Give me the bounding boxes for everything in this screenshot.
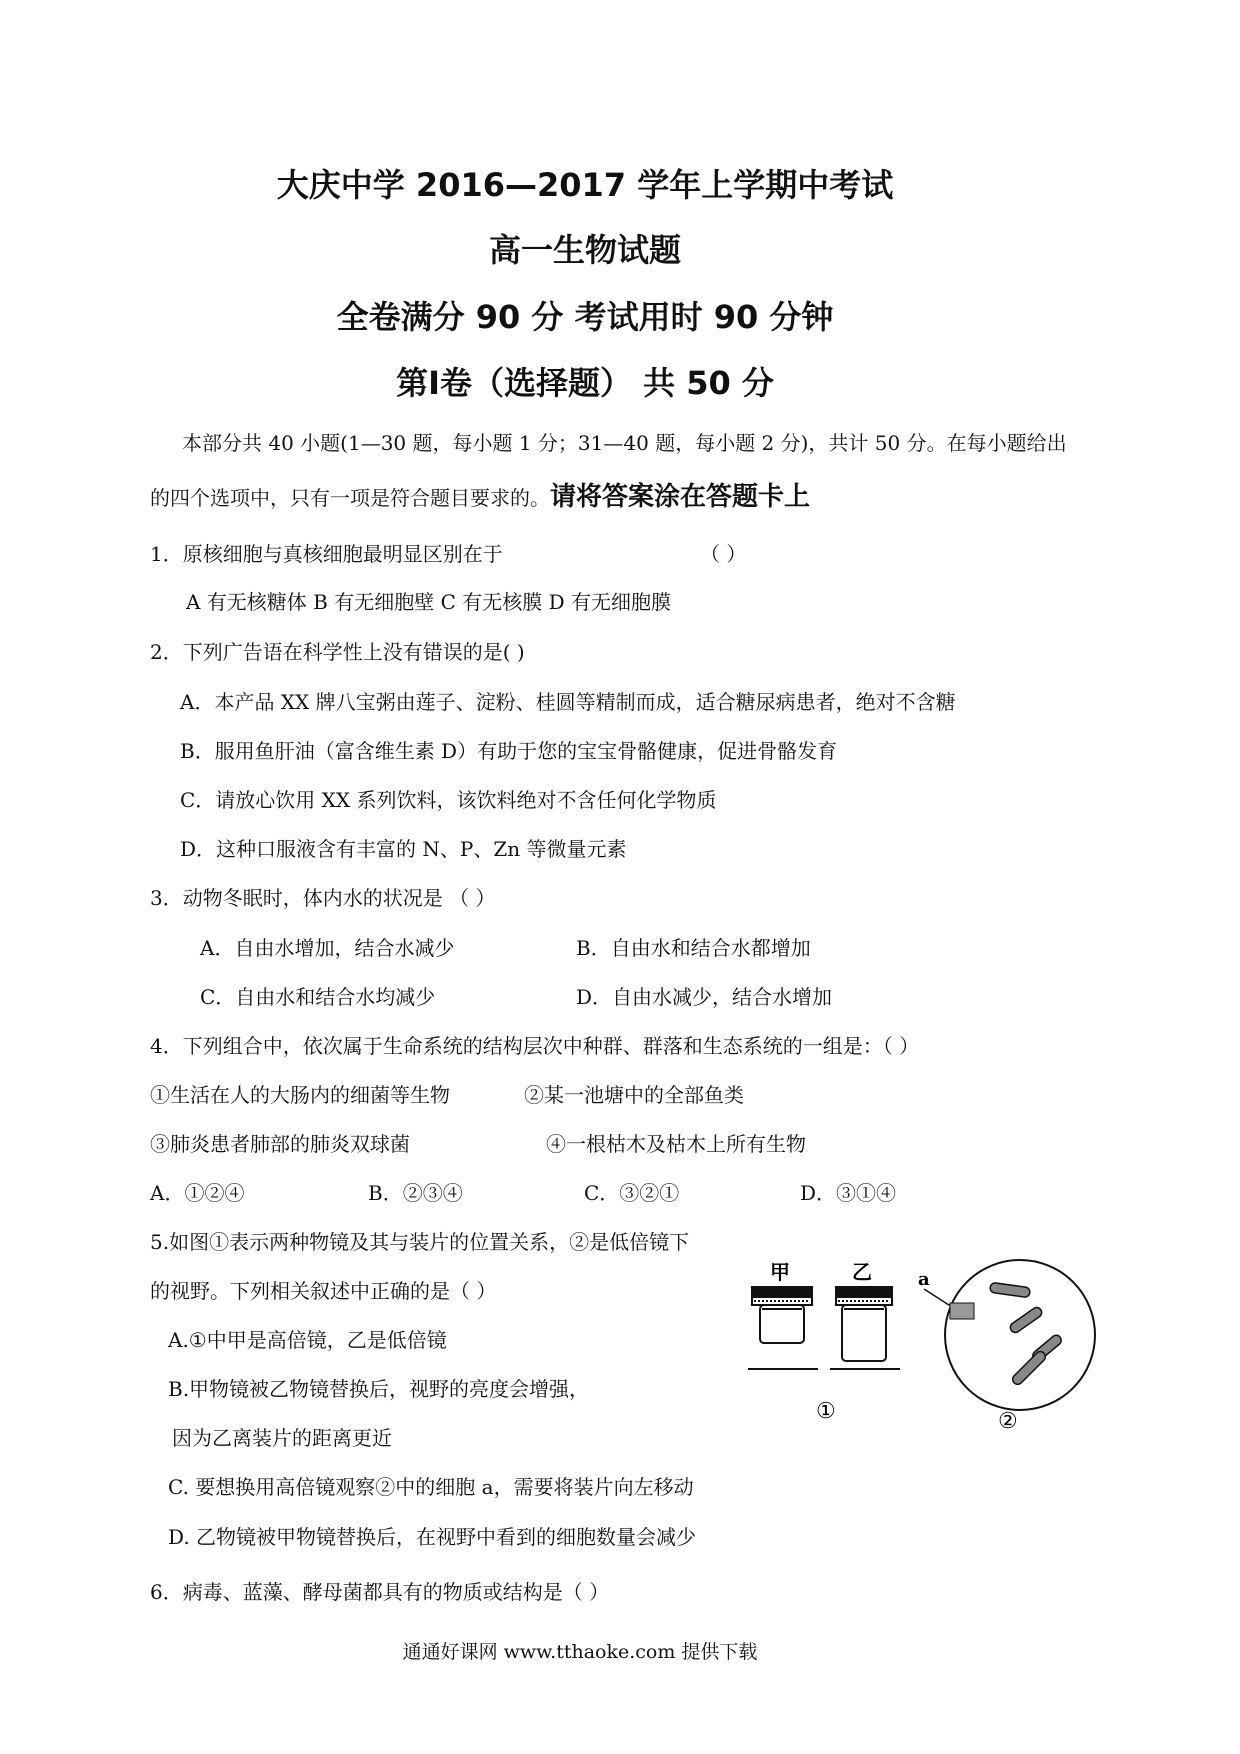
q3-stem: 3．动物冬眠时，体内水的状况是 （ ） xyxy=(150,886,496,910)
q5-microscope-figure xyxy=(740,1255,1100,1435)
figure-label-a: a xyxy=(918,1269,930,1290)
q6-stem: 6．病毒、蓝藻、酵母菌都具有的物质或结构是（ ） xyxy=(150,1580,610,1604)
objective-yi-icon xyxy=(836,1287,892,1361)
q5-option-b-line-1: B.甲物镜被乙物镜替换后，视野的亮度会增强， xyxy=(168,1377,590,1401)
q3-option-a: A．自由水增加，结合水减少 xyxy=(200,936,455,960)
instructions-line-2 xyxy=(150,476,810,513)
q5-option-c: C. 要想换用高倍镜观察②中的细胞 a，需要将装片向左移动 xyxy=(168,1475,694,1499)
q5-stem-line-1: 5.如图①表示两种物镜及其与装片的位置关系，②是低倍镜下 xyxy=(150,1230,690,1254)
section-title: 第Ⅰ卷（选择题） 共 50 分 xyxy=(396,364,774,402)
footer-source: 通通好课网 www.tthaoke.com 提供下载 xyxy=(402,1641,758,1663)
q1-paren: （ ） xyxy=(700,542,747,566)
q3-option-c: C．自由水和结合水均减少 xyxy=(200,985,436,1009)
q4-option-c: C．③②① xyxy=(584,1181,680,1205)
cell-a-icon xyxy=(924,1289,974,1319)
instructions-text: 的四个选项中，只有一项是符合题目要求的。 xyxy=(150,486,550,510)
figure-label-yi: 乙 xyxy=(852,1260,872,1284)
figure-caption-2: ② xyxy=(998,1409,1018,1434)
q2-option-c: C．请放心饮用 XX 系列饮料，该饮料绝对不含任何化学物质 xyxy=(180,788,717,812)
school-title: 大庆中学 2016—2017 学年上学期中考试 xyxy=(276,166,894,204)
field-of-view xyxy=(945,1260,1095,1410)
figure-label-jia: 甲 xyxy=(770,1260,790,1284)
q4-option-d: D．③①④ xyxy=(800,1181,897,1205)
instructions-emphasis: 请将答案涂在答题卡上 xyxy=(550,482,811,512)
bacteria-chains-icon xyxy=(989,1282,1063,1386)
q4-option-b: B．②③④ xyxy=(368,1181,463,1205)
q4-option-a: A．①②④ xyxy=(150,1181,245,1205)
q4-item-1: ①生活在人的大肠内的细菌等生物 xyxy=(150,1083,450,1107)
q2-stem: 2．下列广告语在科学性上没有错误的是( ) xyxy=(150,640,525,664)
q3-option-b: B．自由水和结合水都增加 xyxy=(576,936,811,960)
q5-option-a: A.①中甲是高倍镜，乙是低倍镜 xyxy=(168,1328,447,1352)
instructions-line-1: 本部分共 40 小题(1—30 题，每小题 1 分；31—40 题，每小题 2 分)，共计 50 分。在每小题给出 xyxy=(182,431,1067,455)
q5-option-b-line-2: 因为乙离装片的距离更近 xyxy=(172,1426,392,1450)
q5-stem-line-2: 的视野。下列相关叙述中正确的是（ ） xyxy=(150,1279,497,1303)
q3-option-d: D．自由水减少，结合水增加 xyxy=(576,985,833,1009)
q5-option-d: D. 乙物镜被甲物镜替换后，在视野中看到的细胞数量会减少 xyxy=(168,1525,697,1549)
figure-caption-1: ① xyxy=(816,1399,836,1424)
q2-option-d: D．这种口服液含有丰富的 N、P、Zn 等微量元素 xyxy=(180,837,627,861)
objective-jia-icon xyxy=(752,1287,812,1343)
q2-option-b: B．服用鱼肝油（富含维生素 D）有助于您的宝宝骨骼健康，促进骨骼发育 xyxy=(180,739,838,763)
q4-stem: 4．下列组合中，依次属于生命系统的结构层次中种群、群落和生态系统的一组是：（ ） xyxy=(150,1034,920,1058)
q4-item-2: ②某一池塘中的全部鱼类 xyxy=(524,1083,744,1107)
q4-item-3: ③肺炎患者肺部的肺炎双球菌 xyxy=(150,1132,410,1156)
q2-option-a: A．本产品 XX 牌八宝粥由莲子、淀粉、桂圆等精制而成，适合糖尿病患者，绝对不含糖 xyxy=(180,690,956,714)
q1-options: A 有无核糖体 B 有无细胞壁 C 有无核膜 D 有无细胞膜 xyxy=(186,590,671,614)
q1-stem: 1．原核细胞与真核细胞最明显区别在于 xyxy=(150,542,503,566)
subject-title: 高一生物试题 xyxy=(488,231,681,269)
q4-item-4: ④一根枯木及枯木上所有生物 xyxy=(546,1132,806,1156)
score-time-line: 全卷满分 90 分 考试用时 90 分钟 xyxy=(336,298,834,336)
